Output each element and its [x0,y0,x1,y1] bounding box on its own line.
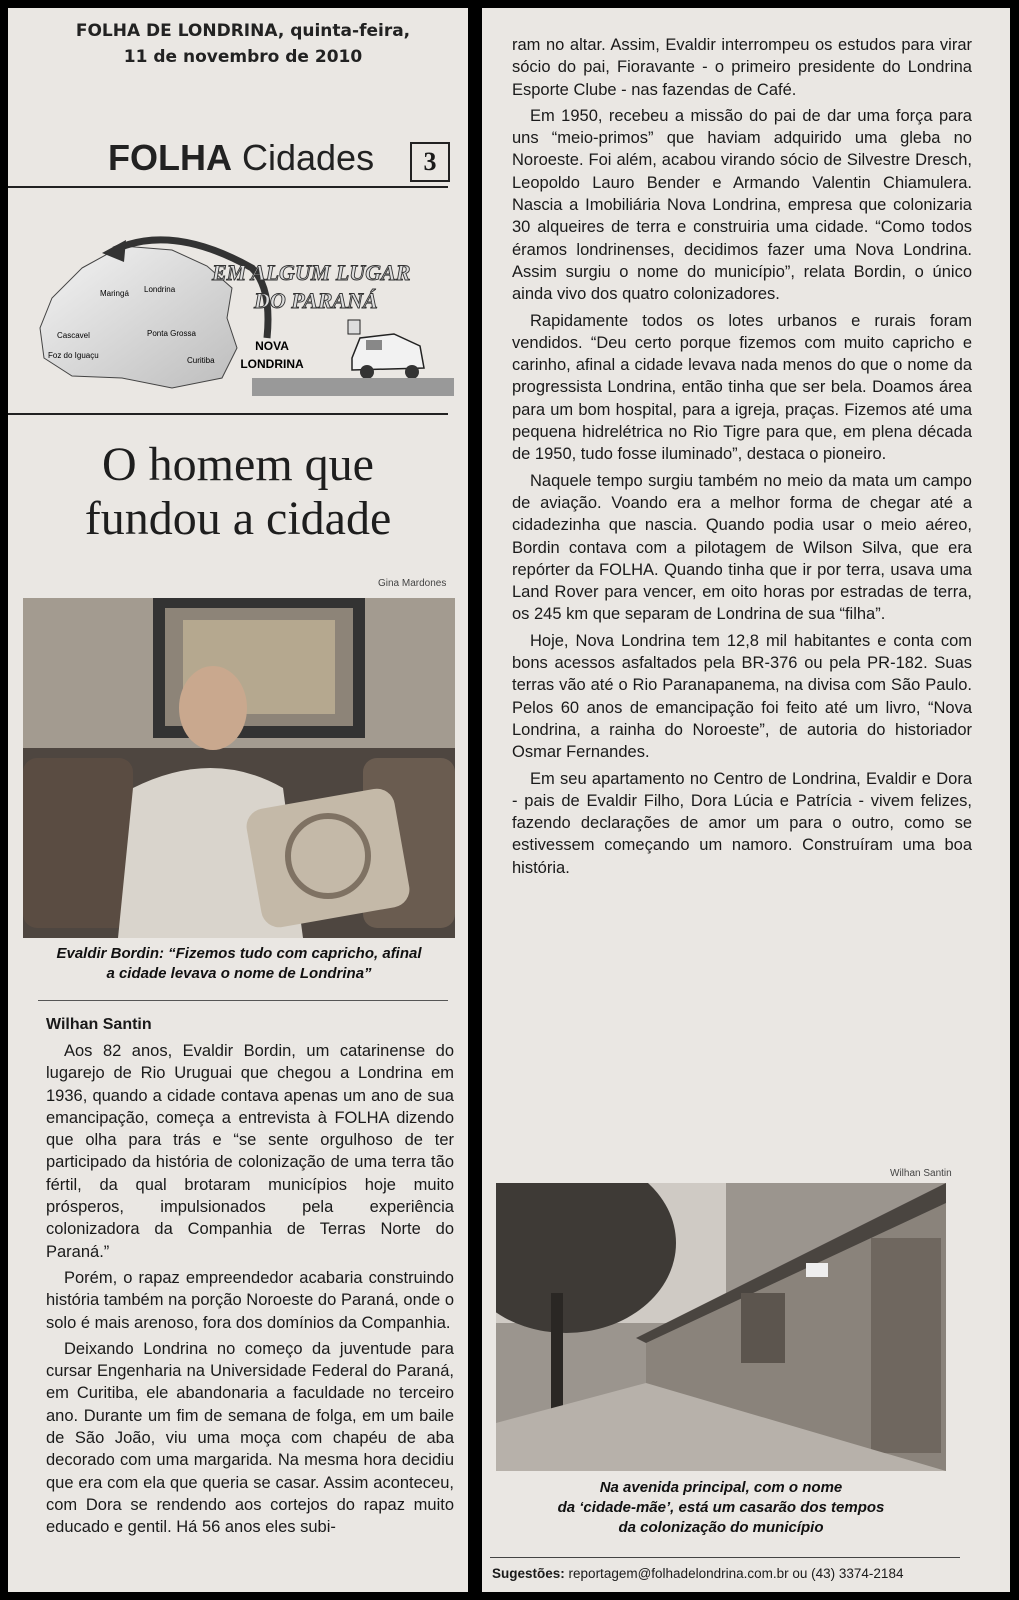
headline [28,438,448,546]
suggestions-contact[interactable]: reportagem@folhadelondrina.com.br ou (43) 3374-2184 [568,1566,904,1581]
right-paragraph: Rapidamente todos os lotes urbanos e rurais foram vendidos. “Deu certo porque fizemos com muito capricho e carinho, afinal a cidade levava nada menos do que o nome da progressista Londrina, então tinha que ser bela. Doamos área para um bom hospital, para a igreja, praças. Fizemos até uma pequena hidrelétrica no Rio Tigre para que, em plena década de 1950, tudo fosse iluminado”, destaca o pioneiro. [512,311,972,464]
suggestions-footer [492,1566,903,1581]
place-curitiba: Curitiba [187,356,215,365]
photo2-caption-line2: da ‘cidade-mãe’, está um casarão dos tempos [557,1499,885,1516]
left-paragraph: Deixando Londrina no começo da juventude para cursar Engenharia na Universidade Federal do Paraná, em Curitiba, ele abandonaria a faculdade no terceiro ano. Durante um fim de semana de folga, em um baile de São João, viu uma moça com chapéu de aba decorado com uma margarida. Na mesma hora decidiu que era com ela que queria se casar. Assim aconteceu, com Dora se rendendo aos cortejos do rapaz muito educado e gentil. Há 56 anos eles subi- [46,1339,454,1537]
right-column [482,8,1010,1592]
masthead-line2: 11 de novembro de 2010 [123,47,363,67]
photo1-caption-line2: a cidade levava o nome de Londrina” [106,965,372,982]
byline: Wilhan Santin [46,1016,152,1033]
right-paragraph: Naquele tempo surgiu também no meio da mata um campo de aviação. Voando era a melhor forma de chegar até a cidadezinha que nascia. Quando podia usar o meio aéreo, Bordin contava com a pilotagem de Wilson Silva, que era repórter da FOLHA. Quando tinha que ir por terra, usava uma Land Rover para vencer, em oito horas por estradas de terra, os 245 km que separam de Londrina de sua “filha”. [512,471,972,624]
photo2-caption-line1: Na avenida principal, com o nome [599,1479,843,1496]
map-ground-shadow [252,378,454,396]
masthead-line1: FOLHA DE LONDRINA, quinta-feira, [75,21,411,41]
series-title-line1: EM ALGUM LUGAR [212,260,411,285]
page-number: 3 [410,142,450,182]
street-photo [496,1183,946,1471]
parana-state-shape [40,246,237,388]
car-icon [348,320,424,379]
right-paragraph: Hoje, Nova Londrina tem 12,8 mil habitantes e conta com bons acessos asfaltados pela BR-376 ou pela PR-182. Suas terras vão até o Rio Paranapanema, na divisa com São Paulo. Pelos 60 anos de emancipação foi feito até um livro, “Nova Londrina, a rainha do Noroeste”, de autoria do historiador Osmar Fernandes. [512,631,972,762]
photo1-credit: Gina Mardones [378,578,447,589]
city-line2: LONDRINA [240,357,304,371]
right-paragraph: Em 1950, recebeu a missão do pai de dar uma força para uns “meio-primos” que haviam adquirido uma gleba no Noroeste. Foi além, acabou virando sócio de Silvestre Dresch, Leopoldo Lauro Bender e Armando Valentin Chiamulera. Nascia a Imobiliária Nova Londrina, empresa que colonizaria 30 alqueires de terra e construiria uma cidade. “Como todos éramos londrinenses, decidimos fazer uma Nova Londrina. Assim surgiu o nome do município”, relata Bordin, o único ainda vivo dos quatro colonizadores. [512,106,972,304]
door-icon [871,1238,941,1453]
headline-line2: fundou a cidade [84,492,392,545]
city-line1: NOVA [255,339,289,353]
footer-rule [490,1557,960,1558]
section-folha: FOLHA [108,137,232,178]
section-name: Cidades [242,137,375,178]
suggestions-label: Sugestões: [492,1566,565,1581]
photo2-caption-line3: da colonização do município [618,1519,824,1536]
left-paragraph: Aos 82 anos, Evaldir Bordin, um catarinense do lugarejo de Rio Uruguai que chegou a Londrina em 1936, quando a cidade contava apenas um ano de sua emancipação, começa a entrevista à FOLHA dizendo que olha para trás e “se sente orgulhoso de ter participado da história de colonização de uma terra tão fértil, da qual brotaram municípios hoje muito prósperos, impulsionados pela experiência colonizadora da Companhia de Terras Norte do Paraná.” [46,1042,454,1261]
caption-rule [38,1000,448,1001]
left-body-text [46,1040,454,1543]
place-ponta-grossa: Ponta Grossa [147,329,196,338]
place-maringa: Maringá [100,289,129,298]
place-foz: Foz do Iguaçu [48,351,99,360]
right-paragraph: Em seu apartamento no Centro de Londrina, Evaldir e Dora - pais de Evaldir Filho, Dora Lúcia e Patrícia - vivem felizes, fazendo declarações de amor um para o outro, como se estivessem começando um namoro. Construíram uma boa história. [512,769,972,877]
right-paragraph: ram no altar. Assim, Evaldir interrompeu os estudos para virar sócio do pai, Fioravante - o primeiro presidente do Londrina Esporte Clube - nas fazendas de Café. [512,36,972,99]
right-body-text [512,34,972,883]
parana-map-graphic [22,228,454,408]
man-head-icon [179,666,247,750]
headline-line1: O homem que [102,438,374,491]
photo2-credit: Wilhan Santin [890,1168,952,1179]
photo2-caption [496,1478,946,1538]
house-sign-icon [806,1263,828,1277]
left-column [8,8,468,1592]
portrait-photo [23,598,455,938]
cushion-front-icon [244,786,413,930]
map-rule [8,413,448,415]
place-cascavel: Cascavel [57,331,90,340]
masthead [28,18,458,70]
series-title-line2: DO PARANÁ [254,288,378,313]
photo1-caption-line1: Evaldir Bordin: “Fizemos tudo com capricho, afinal [56,945,422,962]
section-title [108,138,374,178]
section-rule [8,186,448,188]
place-londrina: Londrina [144,285,176,294]
photo1-caption [23,944,455,984]
left-paragraph: Porém, o rapaz empreendedor acabaria construindo história também na porção Noroeste do Paraná, onde o solo é mais arenoso, fora dos domínios da Companhia. [46,1268,454,1332]
cushion-left-icon [23,758,133,928]
